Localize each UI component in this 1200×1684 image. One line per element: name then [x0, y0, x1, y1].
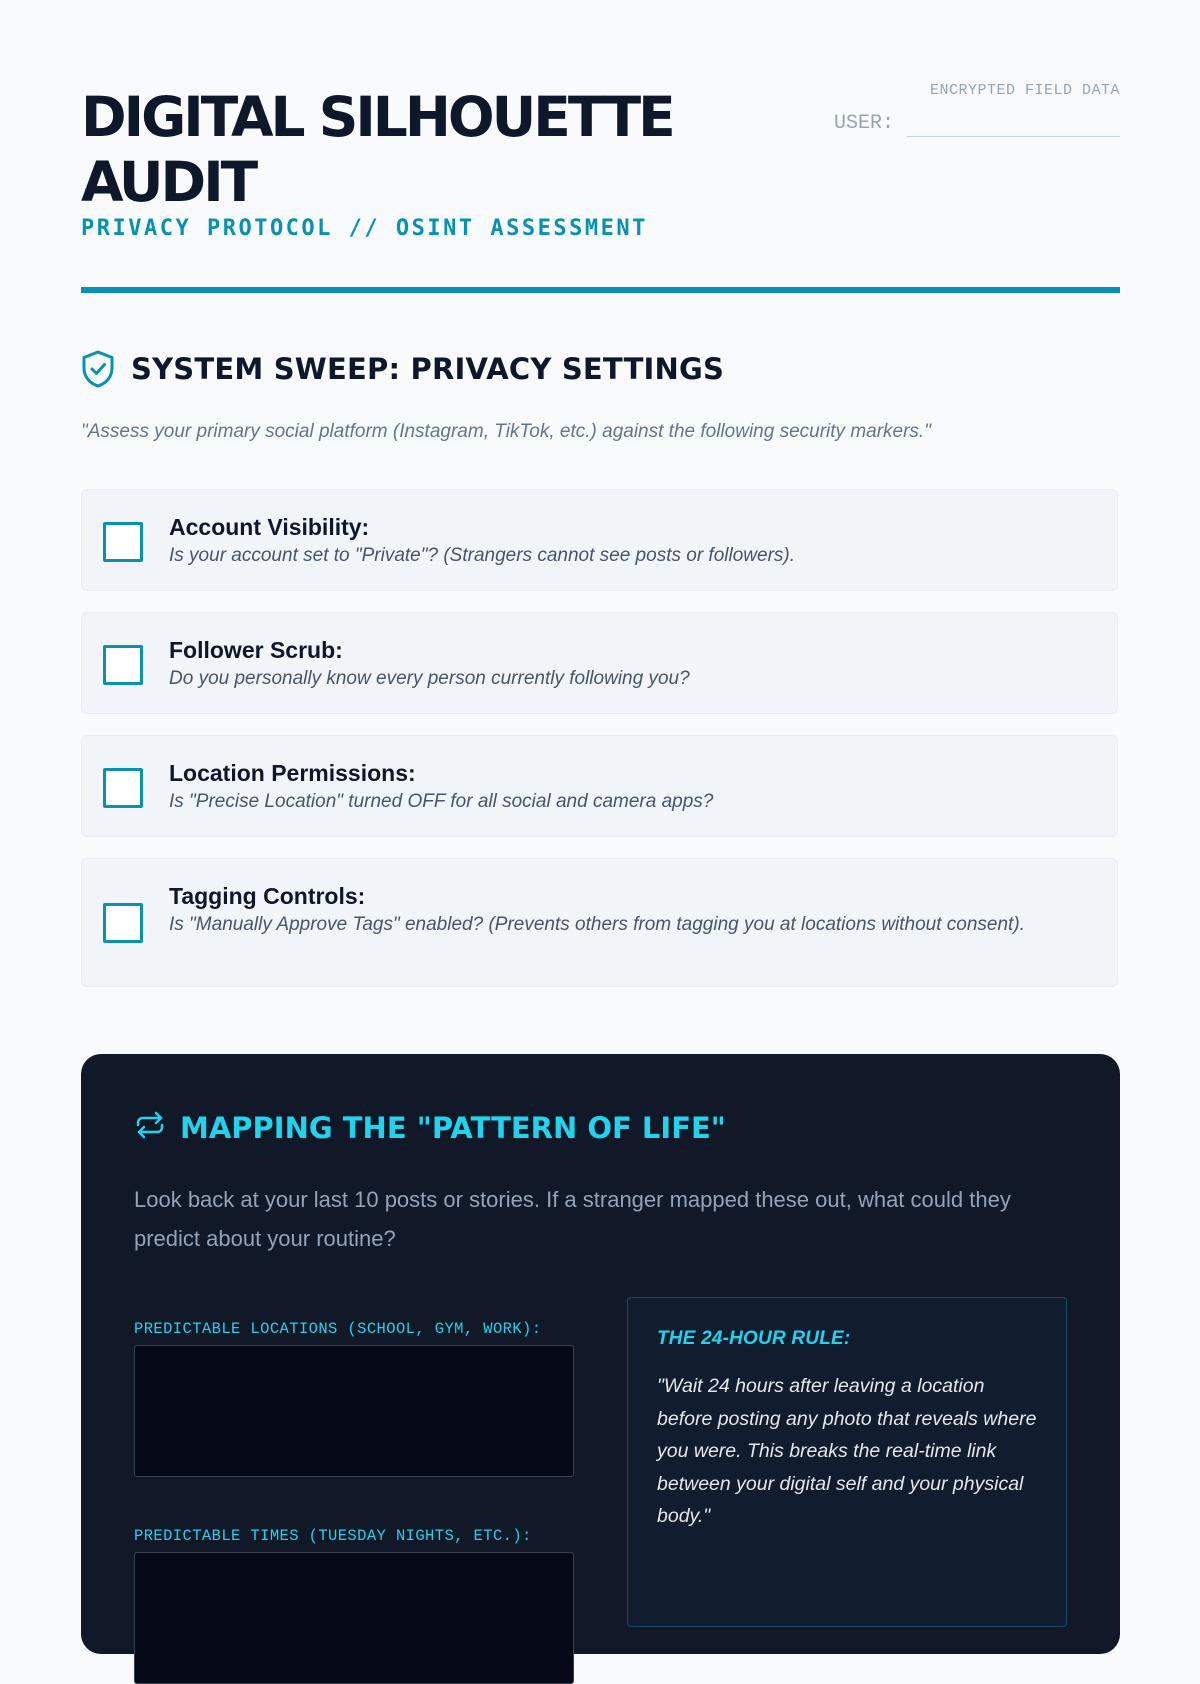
privacy-section-title: SYSTEM SWEEP: PRIVACY SETTINGS: [131, 352, 725, 386]
checklist-item-title: Account Visibility:: [169, 514, 370, 540]
rule-callout: [627, 1297, 1067, 1627]
checklist-item-description: Is your account set to "Private"? (Strangers cannot see posts or followers).: [169, 545, 795, 566]
pattern-of-life-panel: [81, 1054, 1120, 1654]
shield-check-icon: [81, 350, 115, 388]
checklist-item-tagging-controls[interactable]: [81, 858, 1118, 987]
checklist-item-description: Is "Manually Approve Tags" enabled? (Prevents others from tagging you at locations without consent).: [169, 914, 1025, 935]
header-divider: [81, 287, 1120, 293]
user-input[interactable]: [907, 108, 1120, 137]
repeat-arrows-icon: [134, 1110, 166, 1145]
locations-textarea[interactable]: [134, 1345, 574, 1477]
pattern-section-title: MAPPING THE "PATTERN OF LIFE": [180, 1110, 726, 1145]
page-header: [81, 0, 1120, 294]
rule-text: "Wait 24 hours after leaving a location before posting any photo that reveals where you were. This breaks the real-time link between your digital self and your physical body.": [657, 1375, 1037, 1527]
pattern-section-intro: Look back at your last 10 posts or stories. If a stranger mapped these out, what could they predict about your routine?: [134, 1187, 1011, 1251]
rule-title: THE 24-HOUR RULE:: [657, 1328, 851, 1349]
checklist-item-title: Tagging Controls:: [169, 883, 366, 909]
checklist-item-description: Is "Precise Location" turned OFF for all social and camera apps?: [169, 791, 714, 812]
times-field-label: PREDICTABLE TIMES (TUESDAY NIGHTS, ETC.):: [134, 1527, 532, 1545]
user-field-label: USER:: [834, 112, 895, 135]
checkbox-follower-scrub[interactable]: [103, 645, 143, 685]
checklist-item-account-visibility[interactable]: [81, 489, 1118, 591]
checklist-item-description: Do you personally know every person currently following you?: [169, 668, 690, 689]
audit-page: [81, 0, 1120, 1545]
privacy-section-intro: "Assess your primary social platform (Instagram, TikTok, etc.) against the following security markers.": [81, 421, 931, 442]
page-subtitle: PRIVACY PROTOCOL // OSINT ASSESSMENT: [81, 216, 648, 241]
locations-field-label: PREDICTABLE LOCATIONS (SCHOOL, GYM, WORK):: [134, 1320, 542, 1338]
encrypted-field-label: ENCRYPTED FIELD DATA: [929, 82, 1120, 99]
pattern-section-heading: [134, 1110, 726, 1145]
checkbox-tagging-controls[interactable]: [103, 903, 143, 943]
times-textarea[interactable]: [134, 1552, 574, 1684]
checkbox-location-permissions[interactable]: [103, 768, 143, 808]
checkbox-account-visibility[interactable]: [103, 522, 143, 562]
checklist-item-location-permissions[interactable]: [81, 735, 1118, 837]
page-title: DIGITAL SILHOUETTE AUDIT: [81, 85, 673, 214]
checklist-item-title: Location Permissions:: [169, 760, 416, 786]
checklist-item-title: Follower Scrub:: [169, 637, 343, 663]
privacy-section-heading: [81, 350, 724, 388]
checklist-item-follower-scrub[interactable]: [81, 612, 1118, 714]
